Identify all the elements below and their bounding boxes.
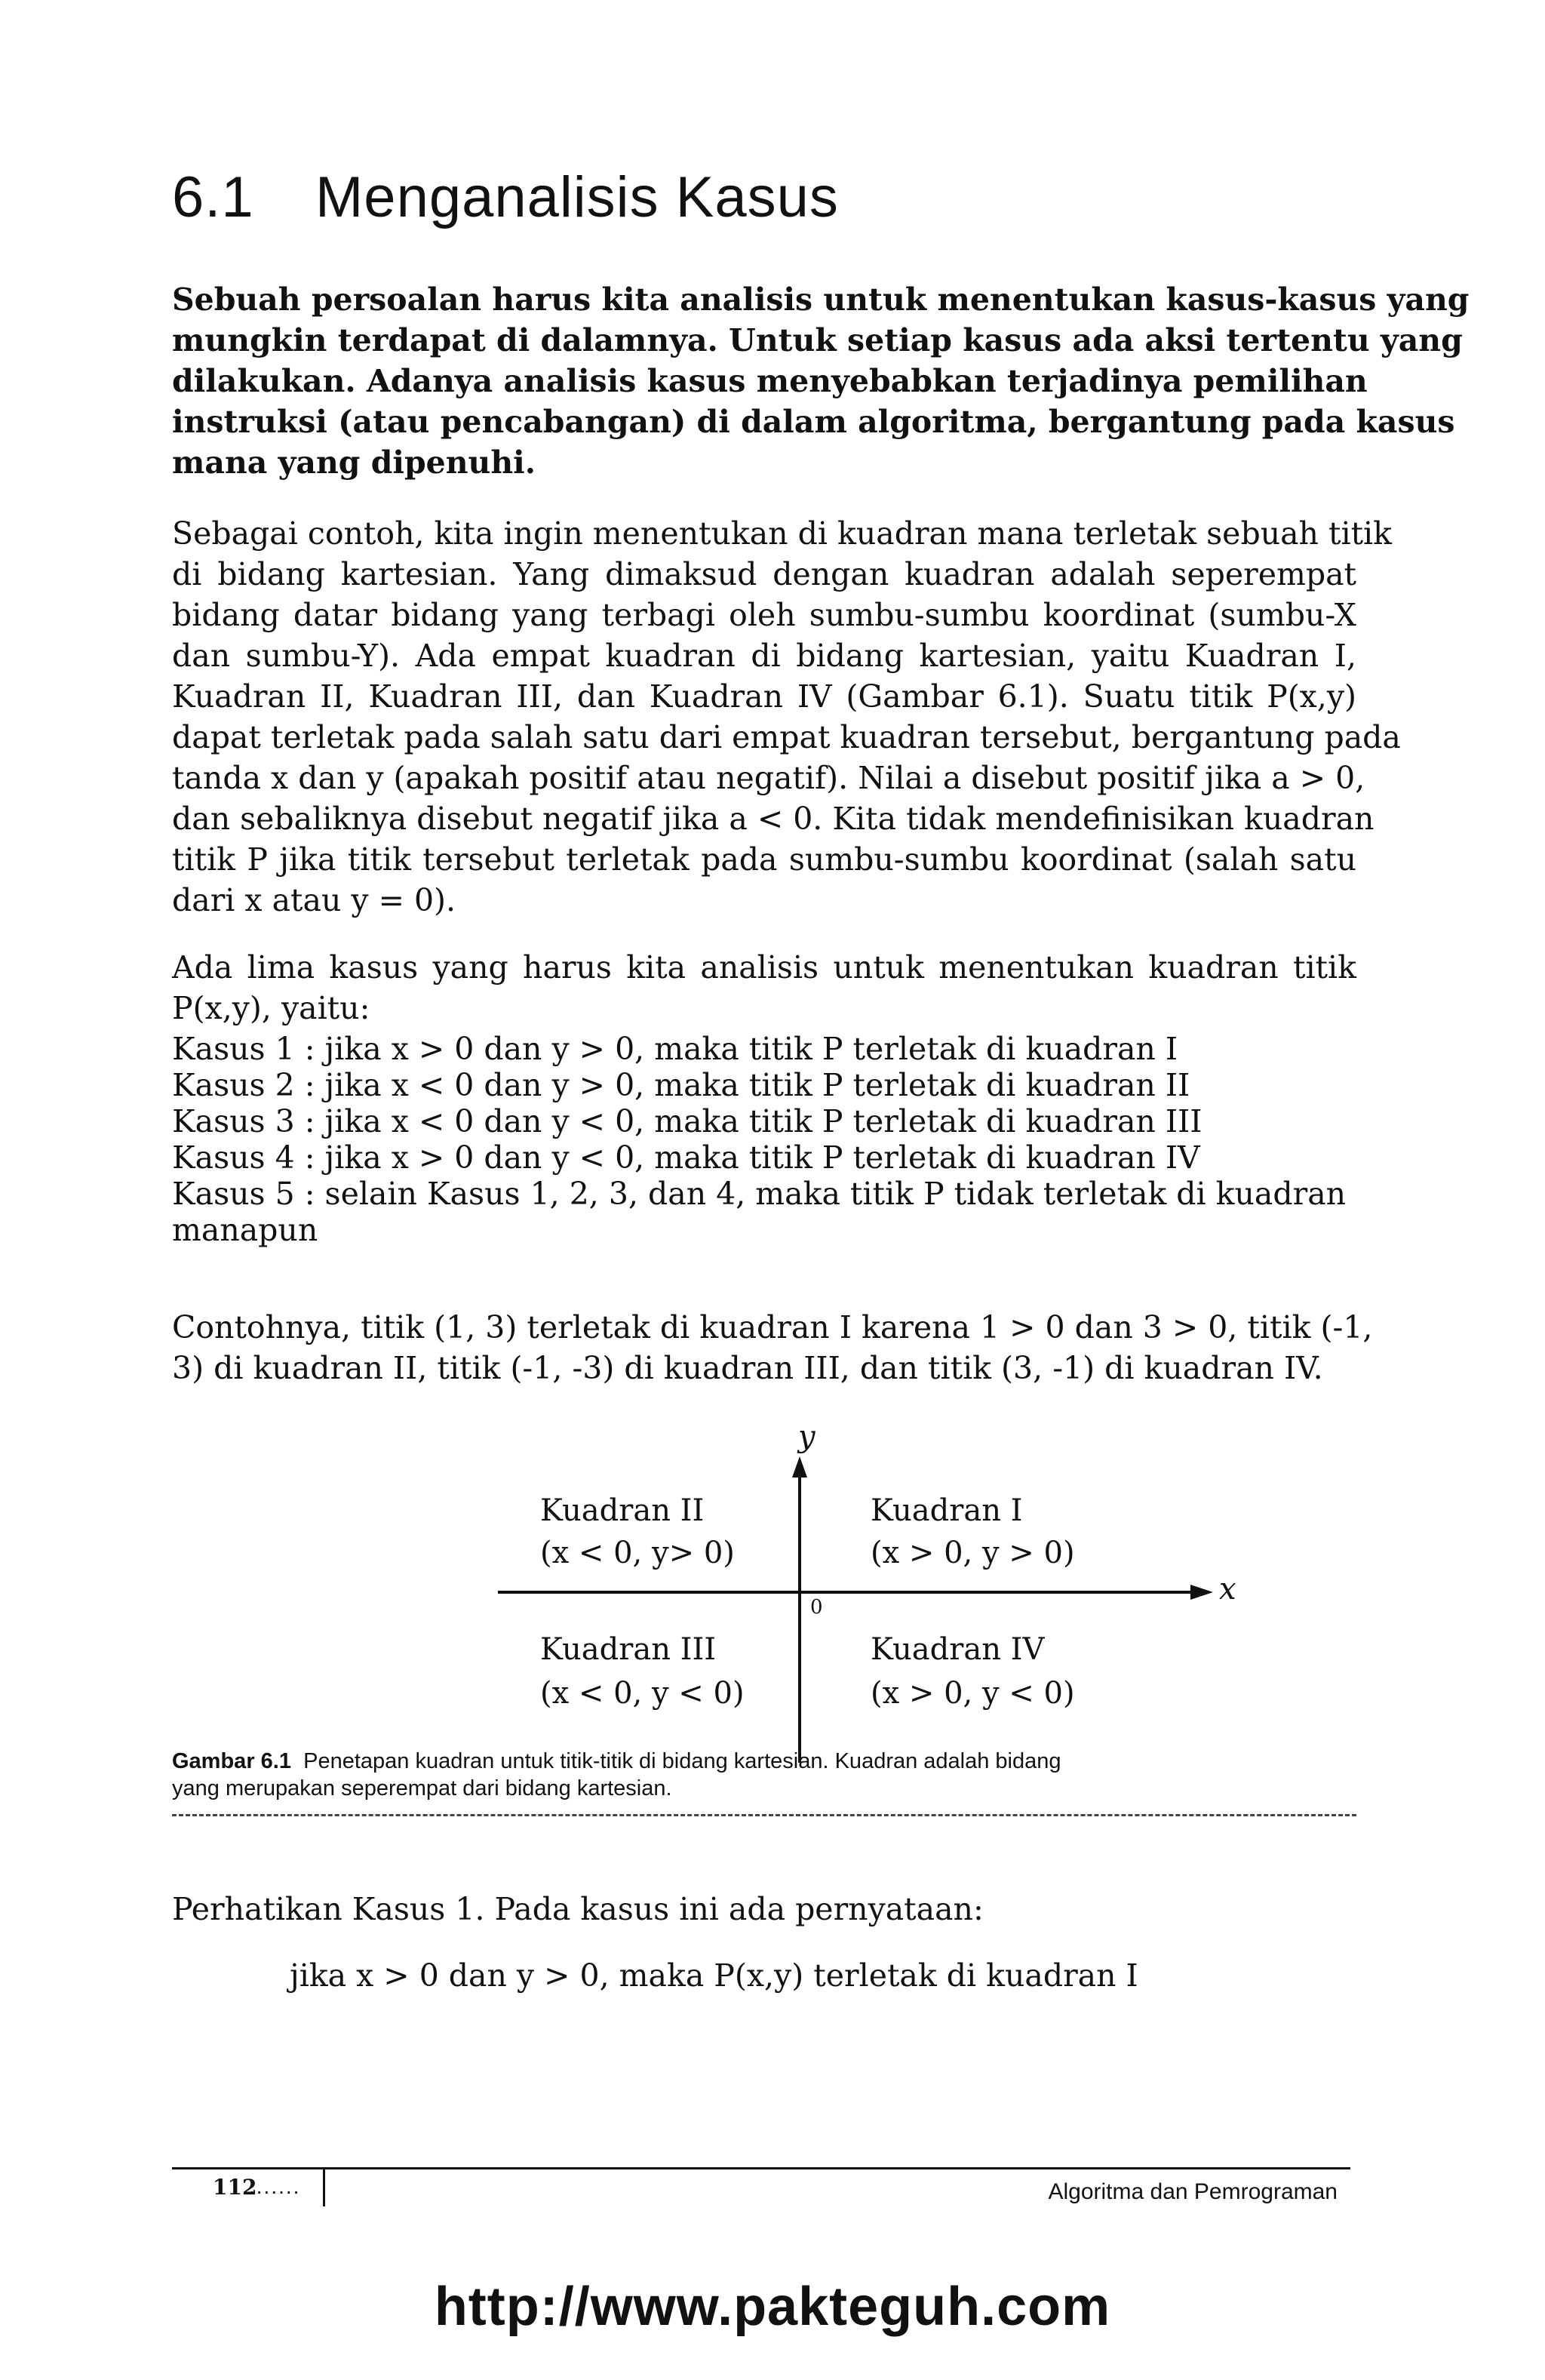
paragraph-5: Perhatikan Kasus 1. Pada kasus ini ada pernyataan:: [172, 1891, 984, 1927]
quadrant-iii-condition: (x < 0, y < 0): [540, 1676, 745, 1711]
text-line: mana yang dipenuhi.: [172, 444, 536, 481]
quadrant-ii-name: Kuadran II: [540, 1493, 705, 1528]
section-heading: [172, 165, 839, 230]
case-item: Kasus 5 : selain Kasus 1, 2, 3, dan 4, maka titik P tidak terletak di kuadran: [172, 1176, 1347, 1212]
case-item: Kasus 2 : jika x < 0 dan y > 0, maka titik P terletak di kuadran II: [172, 1067, 1190, 1103]
text-line: instruksi (atau pencabangan) di dalam algoritma, bergantung pada kasus: [172, 404, 1455, 440]
section-title: Menganalisis Kasus: [315, 165, 839, 229]
y-axis-arrow: [792, 1456, 807, 1478]
text-line: tanda x dan y (apakah positif atau negatif). Nilai a disebut positif jika a > 0,: [172, 760, 1365, 796]
text-line: dan sumbu-Y). Ada empat kuadran di bidang kartesian, yaitu Kuadran I,: [172, 638, 1356, 674]
quadrant-i-condition: (x > 0, y > 0): [871, 1536, 1075, 1570]
page-number: 112: [213, 2175, 257, 2200]
text-line: P(x,y), yaitu:: [172, 990, 370, 1026]
caption-text: Penetapan kuadran untuk titik-titik di bidang kartesian. Kuadran adalah bidang: [303, 1749, 1061, 1773]
section-number: 6.1: [172, 165, 254, 229]
footer-rule: [172, 2167, 1350, 2169]
caption-label: Gambar 6.1: [172, 1749, 291, 1773]
text-line: dilakukan. Adanya analisis kasus menyebabkan terjadinya pemilihan: [172, 363, 1368, 399]
text-line: di bidang kartesian. Yang dimaksud dengan kuadran adalah seperempat: [172, 556, 1356, 592]
quadrant-iii-name: Kuadran III: [540, 1632, 717, 1667]
case-item: Kasus 4 : jika x > 0 dan y < 0, maka titik P terletak di kuadran IV: [172, 1139, 1200, 1176]
text-line: titik P jika titik tersebut terletak pada sumbu-sumbu koordinat (salah satu: [172, 841, 1356, 878]
y-axis: [798, 1476, 801, 1763]
quadrant-i-name: Kuadran I: [871, 1493, 1023, 1528]
paragraph-2: [172, 513, 1401, 921]
case-item: manapun: [172, 1212, 318, 1248]
text-line: Sebuah persoalan harus kita analisis untuk menentukan kasus-kasus yang: [172, 281, 1470, 318]
quadrant-ii-condition: (x < 0, y> 0): [540, 1536, 735, 1570]
quadrant-iv-condition: (x > 0, y < 0): [871, 1676, 1075, 1711]
y-axis-label: y: [798, 1419, 816, 1454]
case-list: [172, 1031, 1356, 1248]
figure-caption: [172, 1748, 1356, 1802]
paragraph-3: [172, 947, 1356, 1029]
text-line: Contohnya, titik (1, 3) terletak di kuadran I karena 1 > 0 dan 3 > 0, titik (-1,: [172, 1309, 1373, 1345]
text-line: Sebagai contoh, kita ingin menentukan di kuadran mana terletak sebuah titik: [172, 515, 1392, 552]
footer-divider: [323, 2169, 325, 2206]
quadrant-iv-name: Kuadran IV: [871, 1632, 1045, 1667]
text-line: dari x atau y = 0).: [172, 882, 456, 918]
x-axis-label: x: [1219, 1572, 1236, 1607]
text-line: mungkin terdapat di dalamnya. Untuk setiap kasus ada aksi tertentu yang: [172, 322, 1463, 358]
paragraph-1: [172, 279, 1470, 483]
text-line: dapat terletak pada salah satu dari empat kuadran tersebut, bergantung pada: [172, 719, 1401, 755]
origin-label: 0: [810, 1596, 823, 1619]
case-item: Kasus 3 : jika x < 0 dan y < 0, maka titik P terletak di kuadran III: [172, 1103, 1203, 1139]
statement-line: jika x > 0 dan y > 0, maka P(x,y) terletak di kuadran I: [290, 1957, 1138, 1994]
watermark-url: http://www.pakteguh.com: [434, 2277, 1111, 2337]
text-line: Ada lima kasus yang harus kita analisis untuk menentukan kuadran titik: [172, 949, 1356, 986]
paragraph-4: [172, 1307, 1373, 1388]
book-title: Algoritma dan Pemrograman: [1048, 2179, 1338, 2204]
footer-leader-dots: .......: [249, 2175, 301, 2198]
cartesian-figure: [498, 1419, 1267, 1766]
text-line: dan sebaliknya disebut negatif jika a < 0. Kita tidak mendefinisikan kuadran: [172, 801, 1375, 837]
caption-text: yang merupakan seperempat dari bidang kartesian.: [172, 1776, 672, 1800]
x-axis-arrow: [1190, 1585, 1213, 1600]
case-item: Kasus 1 : jika x > 0 dan y > 0, maka titik P terletak di kuadran I: [172, 1031, 1178, 1067]
text-line: 3) di kuadran II, titik (-1, -3) di kuadran III, dan titik (3, -1) di kuadran IV.: [172, 1350, 1323, 1386]
text-line: bidang datar bidang yang terbagi oleh sumbu-sumbu koordinat (sumbu-X: [172, 597, 1356, 633]
caption-divider: [172, 1814, 1356, 1816]
x-axis: [498, 1591, 1192, 1594]
text-line: Kuadran II, Kuadran III, dan Kuadran IV (Gambar 6.1). Suatu titik P(x,y): [172, 678, 1356, 715]
